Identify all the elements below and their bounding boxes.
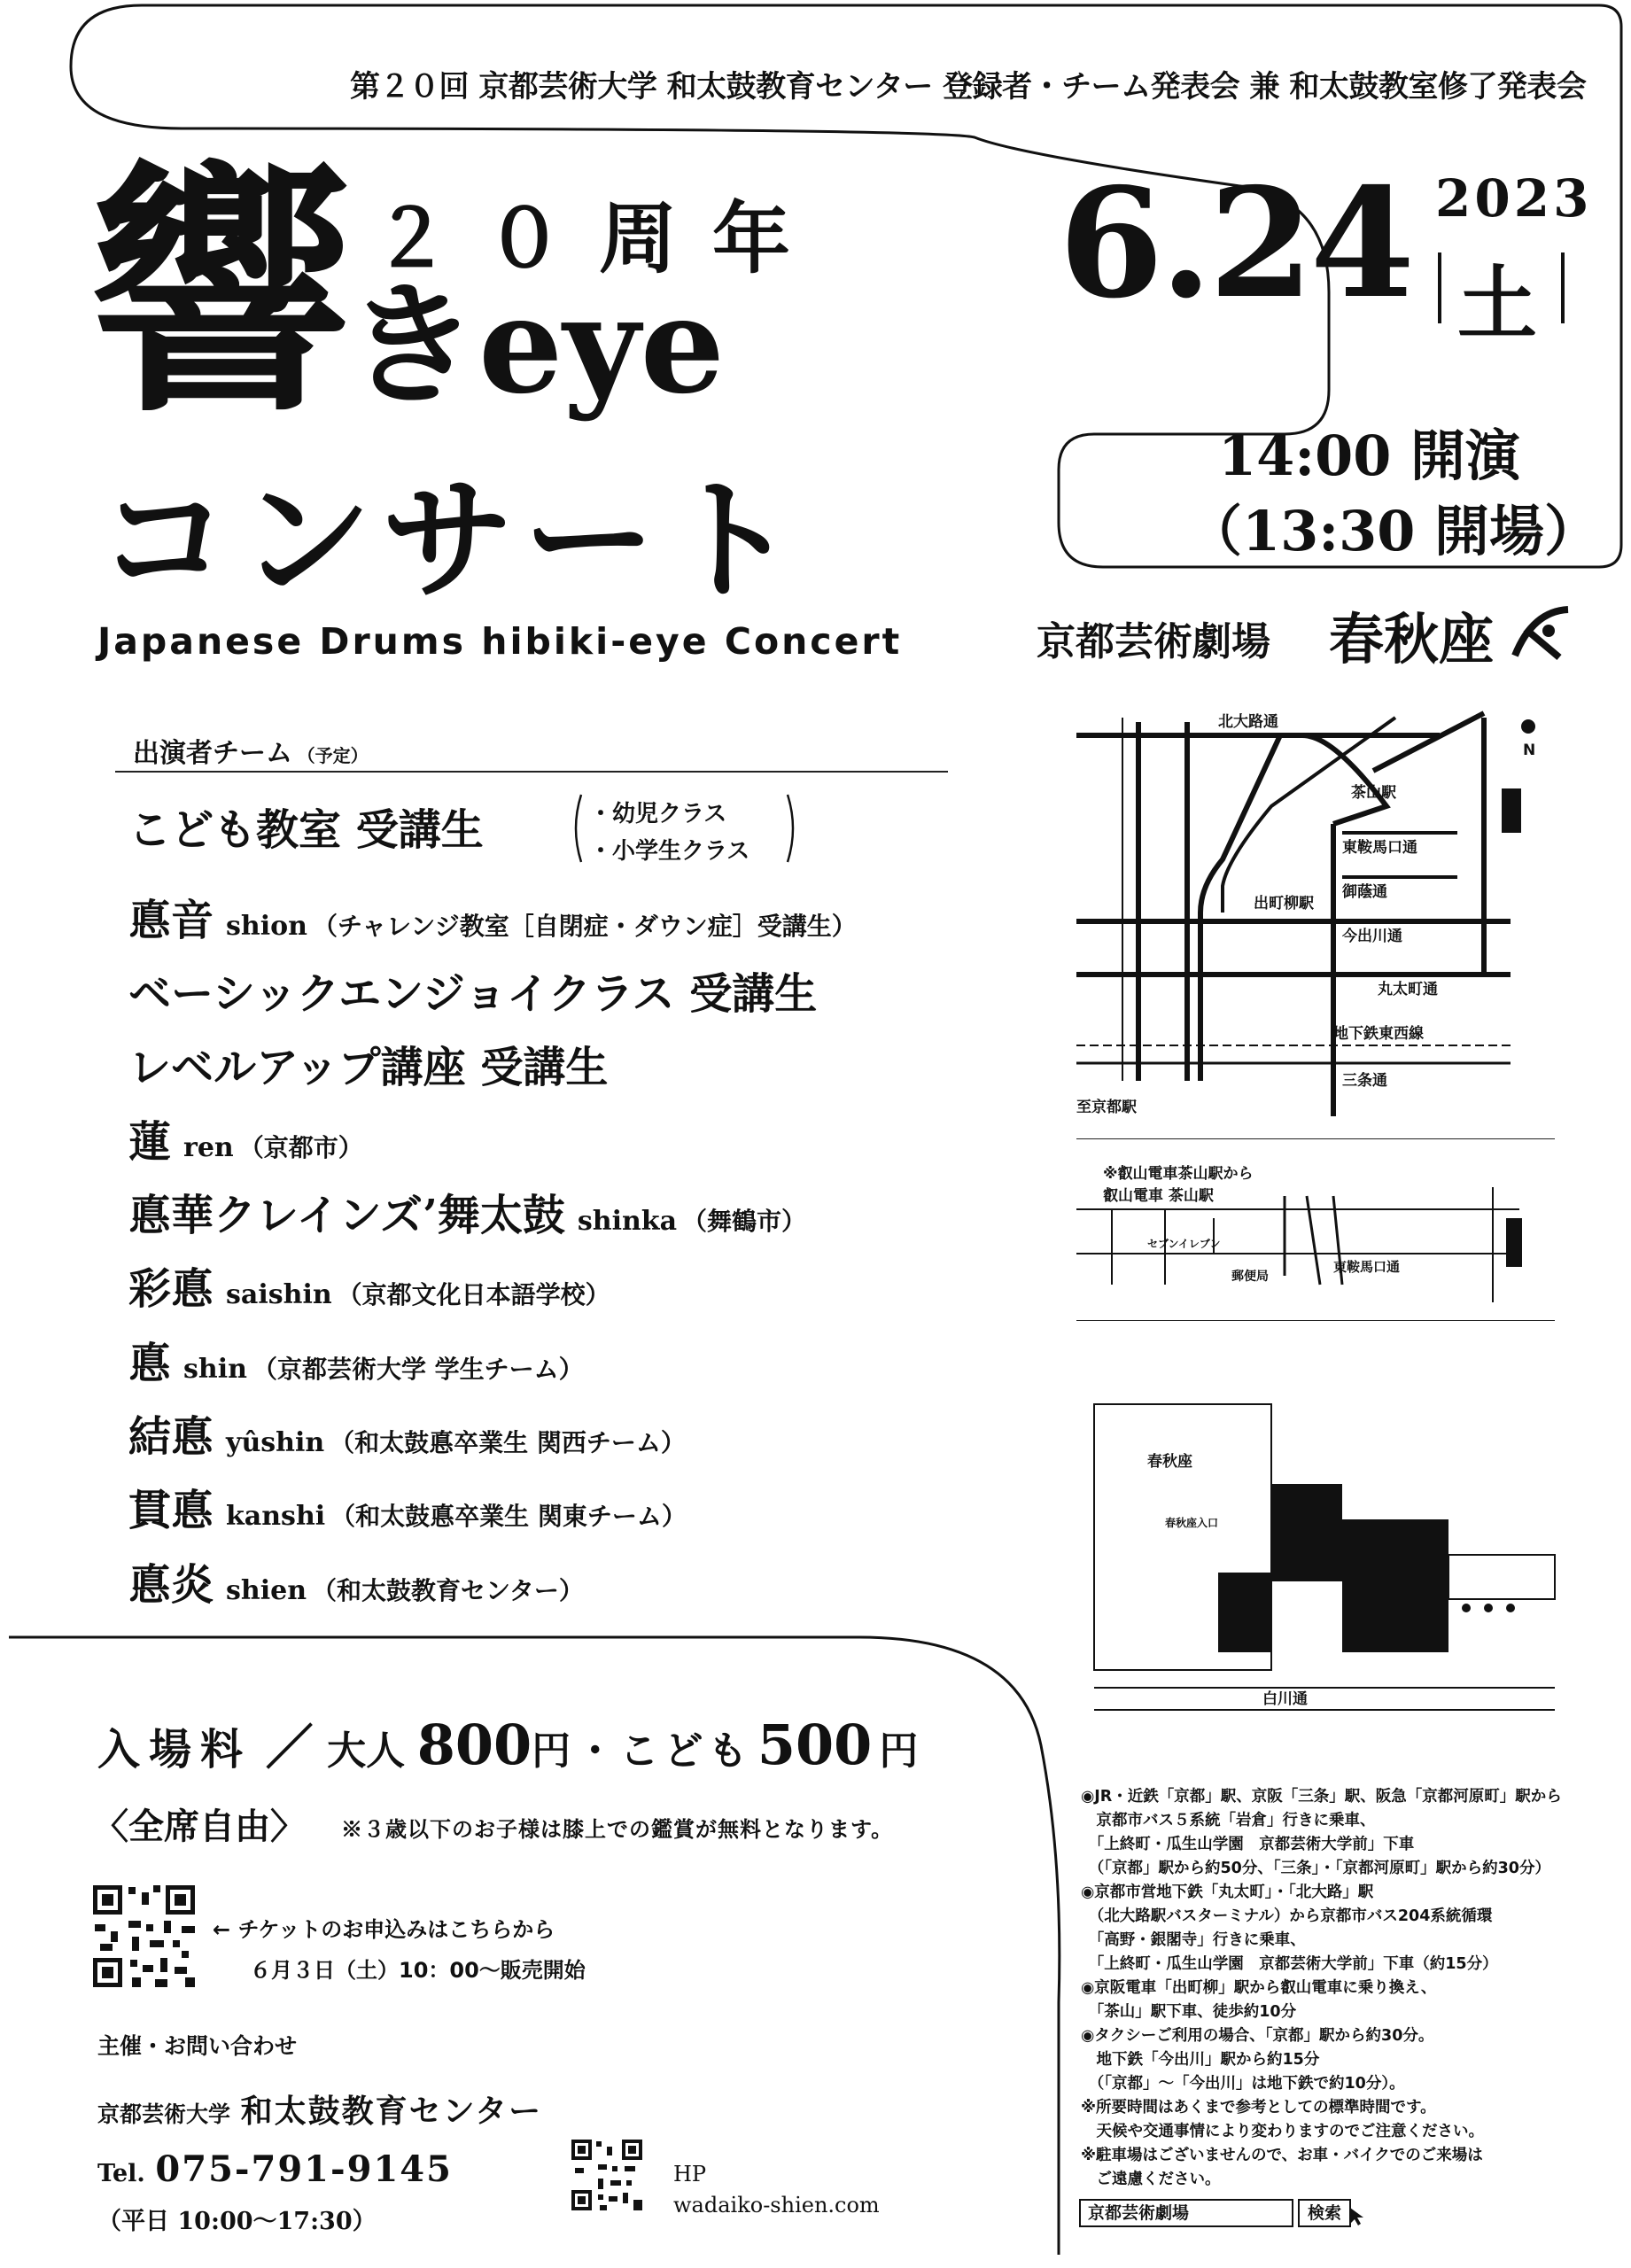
university-block <box>1502 788 1521 833</box>
ticket-sale-start: ６月３日（土）10：00〜販売開始 <box>250 1958 586 1983</box>
performer-note: （チャレンジ教室［自閉症・ダウン症］受講生） <box>312 912 857 941</box>
detail-map <box>1068 1178 1564 1311</box>
child-label: こども <box>619 1728 753 1774</box>
performer-romaji: kanshi <box>226 1501 326 1532</box>
north-mark <box>1521 719 1535 734</box>
seating-label: 〈全席自由〉 <box>93 1806 306 1847</box>
performer-row <box>128 886 857 947</box>
hp-label: HP <box>673 2162 707 2186</box>
hp-qr-code[interactable] <box>571 2140 642 2210</box>
venue-label-shirakawa: 白川通 <box>1262 1690 1308 1708</box>
performer-romaji: shion <box>226 911 307 942</box>
venue-name: 春秋座 <box>1329 607 1495 672</box>
label-higashikurama: 東鞍馬口通 <box>1342 839 1417 857</box>
detail-label-seven-eleven: セブンイレブン <box>1147 1238 1221 1250</box>
label-marutamachi: 丸太町通 <box>1378 981 1438 998</box>
north-label: N <box>1523 742 1536 759</box>
performer-row <box>128 1254 610 1316</box>
adult-price: 800 <box>416 1713 532 1777</box>
performer-row <box>128 1329 584 1390</box>
venue-label-shunjuza: 春秋座 <box>1147 1453 1192 1471</box>
access-line: 「茶山」駅下車、徒歩約10分 <box>1081 2003 1297 2021</box>
tel-number[interactable]: 075-791-9145 <box>155 2148 453 2190</box>
access-line: ◉京阪電車「出町柳」駅から叡山電車に乗り換え、 <box>1081 1979 1437 1997</box>
label-kitaoji: 北大路通 <box>1218 713 1278 731</box>
organizer-hours: （平日 10:00〜17:30） <box>97 2208 377 2235</box>
open-time: （13:30 開場） <box>1187 499 1600 563</box>
performer-note: （和太鼓教育センター） <box>312 1576 584 1605</box>
weekday-divider-left <box>1438 252 1441 323</box>
performer-name: こども教室 受講生 <box>128 805 484 855</box>
cursor-icon <box>1348 2206 1366 2227</box>
access-line: ◉京都市営地下鉄「丸太町」・「北大路」駅 <box>1081 1884 1374 1901</box>
access-line: 地下鉄「今出川」駅から約15分 <box>1081 2051 1320 2069</box>
performer-row <box>128 1476 687 1537</box>
performer-row <box>128 796 484 857</box>
detail-label-higashikurama: 東鞍馬口通 <box>1333 1259 1401 1275</box>
ticket-slash: ／ <box>265 1719 314 1775</box>
tel-label: Tel. <box>97 2160 145 2187</box>
ticket-label: 入場料 <box>97 1725 252 1775</box>
performer-note: （京都文化日本語学校） <box>337 1280 610 1309</box>
map-separator-1 <box>1076 1138 1555 1139</box>
organizer-name-row <box>97 2086 542 2132</box>
access-line: ※所要時間はあくまで参考としての標準時間です。 <box>1081 2099 1436 2117</box>
search-button[interactable]: 検索 <box>1298 2199 1351 2227</box>
performer-row <box>128 1550 584 1612</box>
performer-row <box>128 1181 806 1242</box>
organizer-prefix: 京都芸術大学 <box>97 2101 231 2127</box>
access-line: 「上終町・瓜生山学園 京都芸術大学前」下車（約15分） <box>1081 1955 1498 1973</box>
performer-name: レベルアップ講座 受講生 <box>128 1043 609 1092</box>
label-mikage: 御蔭通 <box>1342 883 1387 901</box>
performer-romaji: shinka <box>577 1206 678 1237</box>
hp-url[interactable]: wadaiko-shien.com <box>673 2193 880 2218</box>
map-separator-2 <box>1076 1320 1555 1321</box>
label-to-kyoto: 至京都駅 <box>1076 1099 1137 1116</box>
performer-note: （和太鼓悳卒業生 関西チーム） <box>330 1428 686 1457</box>
label-sanjo: 三条通 <box>1342 1072 1387 1090</box>
date-month-day: 6.24 <box>1059 155 1412 332</box>
performer-row <box>128 959 817 1021</box>
performers-heading-text: 出演者チーム <box>133 738 292 769</box>
access-line: 「高野・銀閣寺」行きに乗車、 <box>1081 1931 1306 1949</box>
performer-row <box>128 1107 363 1169</box>
adult-yen: 円 <box>532 1728 571 1774</box>
performer-name: 悳音 <box>128 896 214 945</box>
performer-name: 彩悳 <box>128 1264 214 1314</box>
venue-label-entrance: 春秋座入口 <box>1165 1517 1219 1529</box>
title-anniversary: ２０周年 <box>372 192 827 284</box>
event-subtitle: 第２０回 京都芸術大学 和太鼓教育センター 登録者・チーム発表会 兼 和太鼓教室修了発表会 <box>350 69 1587 105</box>
seating-note: ※３歳以下のお子様は膝上での鑑賞が無料となります。 <box>341 1816 894 1842</box>
organizer-name: 和太鼓教育センター <box>240 2093 543 2130</box>
performer-romaji: shien <box>226 1575 307 1606</box>
access-line: ※駐車場はございませんので、お車・バイクでのご来場は <box>1081 2147 1483 2164</box>
label-chayama: 茶山駅 <box>1351 784 1396 802</box>
access-line: ご遠慮ください。 <box>1081 2171 1221 2188</box>
detail-label-post-office: 郵便局 <box>1231 1270 1269 1284</box>
ticket-price-row <box>97 1710 918 1778</box>
performer-note: （京都芸術大学 学生チーム） <box>252 1355 584 1384</box>
performer-name: 貫悳 <box>128 1486 214 1535</box>
performer-romaji: shin <box>183 1354 247 1385</box>
organizer-tel-row <box>97 2148 453 2190</box>
access-line: 「上終町・瓜生山学園 京都芸術大学前」下車 <box>1081 1836 1415 1853</box>
detail-map-caption: ※叡山電車茶山駅から <box>1103 1165 1254 1183</box>
title-english: Japanese Drums hibiki-eye Concert <box>97 620 903 663</box>
title-hibiki: 響 <box>89 136 354 448</box>
kids-class-1: ・幼児クラス <box>589 801 727 827</box>
venue-prefix: 京都芸術劇場 <box>1037 619 1270 664</box>
performer-note: （和太鼓悳卒業生 関東チーム） <box>330 1502 687 1531</box>
access-line: ◉JR・近鉄「京都」駅、京阪「三条」駅、阪急「京都河原町」駅から <box>1081 1788 1562 1806</box>
kids-bracket-right <box>784 793 802 864</box>
performer-row <box>128 1402 686 1464</box>
weekday-divider-right <box>1561 252 1565 323</box>
access-line: （北大路駅バスターミナル）から京都市バス204系統循環 <box>1081 1907 1493 1925</box>
access-line: （「京都」〜「今出川」は地下鉄で約10分）。 <box>1081 2075 1405 2093</box>
search-box[interactable]: 京都芸術劇場 <box>1079 2199 1293 2227</box>
performer-name: 悳華クレインズ’舞太鼓 <box>128 1191 565 1240</box>
kids-bracket-left <box>567 793 585 864</box>
organizer-heading: 主催・お問い合わせ <box>97 2033 298 2059</box>
venue-logo-icon <box>1506 602 1577 664</box>
performer-name: 悳 <box>128 1339 172 1388</box>
kids-class-2: ・小学生クラス <box>589 838 750 865</box>
performer-name: 蓮 <box>128 1117 172 1167</box>
access-line: ◉タクシーご利用の場合、「京都」駅から約30分。 <box>1081 2027 1434 2045</box>
adult-label: 大人 <box>327 1728 406 1774</box>
child-yen: 円 <box>879 1728 919 1774</box>
road-kitaoji-diagonal <box>1302 735 1386 824</box>
ticket-apply-text: ← チケットのお申込みはこちらから <box>213 1917 555 1942</box>
access-info <box>1081 1785 1577 2192</box>
child-price: 500 <box>757 1713 873 1777</box>
date-year: 2023 <box>1435 168 1593 229</box>
performer-name: ベーシックエンジョイクラス 受講生 <box>128 969 818 1019</box>
ticket-sep: ・ <box>575 1728 615 1774</box>
performer-romaji: ren <box>183 1132 234 1163</box>
start-time: 14:00 開演 <box>1218 423 1521 488</box>
detail-label-chayama: 叡山電車 茶山駅 <box>1103 1187 1214 1205</box>
title-concert: コンサート <box>97 462 807 618</box>
performer-row <box>128 1033 608 1094</box>
title-kieye: きeye <box>346 268 726 423</box>
performer-romaji: saishin <box>226 1279 332 1310</box>
ticket-qr-code[interactable] <box>93 1885 195 1987</box>
performers-heading <box>133 731 369 770</box>
performer-romaji: yûshin <box>226 1427 325 1458</box>
label-demachi: 出町柳駅 <box>1254 895 1314 913</box>
performer-name: 結悳 <box>128 1412 214 1462</box>
route-map <box>1068 709 1564 1125</box>
access-line: 天候や交通事情により変わりますのでご注意ください。 <box>1081 2123 1484 2140</box>
date-weekday: 土 <box>1457 257 1537 351</box>
performer-note: （京都市） <box>238 1133 363 1162</box>
performer-note: （舞鶴市） <box>682 1207 807 1236</box>
performers-rule <box>115 771 948 773</box>
performers-heading-note: （予定） <box>297 745 369 766</box>
venue-map <box>1076 1395 1564 1732</box>
access-line: 京都市バス５系統「岩倉」行きに乗車、 <box>1081 1812 1376 1829</box>
label-imadegawa: 今出川通 <box>1342 928 1402 945</box>
label-tozai: 地下鉄東西線 <box>1333 1025 1424 1043</box>
access-line: （「京都」駅から約50分、「三条」・「京都河原町」駅から約30分） <box>1081 1860 1550 1877</box>
performer-name: 悳炎 <box>128 1560 214 1610</box>
